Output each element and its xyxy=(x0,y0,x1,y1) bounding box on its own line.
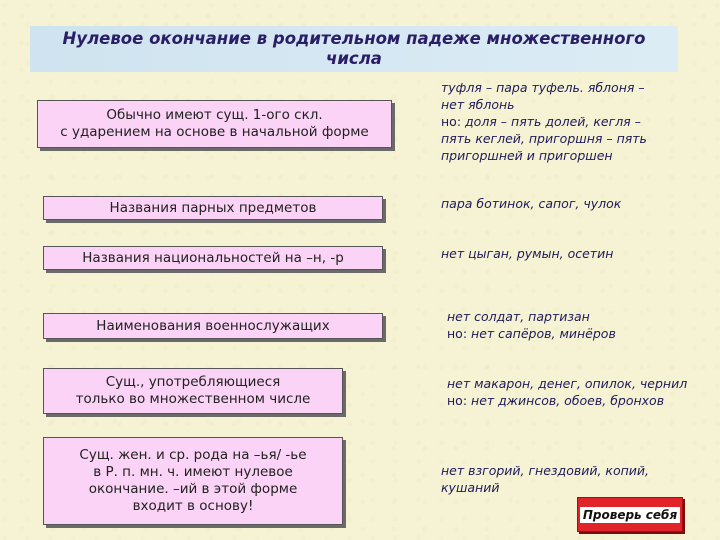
rule-text: Названия парных предметов xyxy=(109,199,317,216)
rule-text: в Р. п. мн. ч. имеют нулевое xyxy=(93,464,293,480)
rule-text: Сущ., употребляющиеся xyxy=(105,374,281,390)
example-text: туфля – пара туфель. яблоня – xyxy=(441,80,645,95)
exception-text: нет джинсов, обоев, бронхов xyxy=(471,393,665,408)
exception-text: пригоршней и пригоршен xyxy=(441,148,613,163)
example-block-2 xyxy=(441,195,701,212)
title-line-2: числа xyxy=(326,49,382,68)
exception-text: нет сапёров, минёров xyxy=(471,326,616,341)
rule-text: Сущ. жен. и ср. рода на –ья/ -ье xyxy=(79,447,307,463)
exception-line xyxy=(447,325,707,342)
example-block-3 xyxy=(441,245,701,262)
rule-text: только во множественном числе xyxy=(75,391,311,407)
example-text: нет цыган, румын, осетин xyxy=(441,246,614,261)
rule-text: окончание. –ий в этой форме xyxy=(88,481,298,497)
example-block-4 xyxy=(447,308,707,342)
rule-box-6 xyxy=(43,437,343,525)
exception-text: пять кеглей, пригоршня – пять xyxy=(441,131,647,146)
example-text: нет макарон, денег, опилок, чернил xyxy=(447,376,688,391)
exception-line xyxy=(441,113,686,130)
rule-text: с ударением на основе в начальной форме xyxy=(60,124,369,140)
example-text: кушаний xyxy=(441,480,500,495)
rule-box-5 xyxy=(43,368,343,414)
rule-text: входит в основу! xyxy=(132,498,254,514)
example-block-5 xyxy=(447,375,715,409)
example-text: нет яблонь xyxy=(441,97,515,112)
rule-text: Названия национальностей на –н, -р xyxy=(82,249,344,266)
example-text: пара ботинок, сапог, чулок xyxy=(441,196,622,211)
check-yourself-button[interactable] xyxy=(577,497,683,532)
rule-box-4 xyxy=(43,313,383,339)
exception-label: но: xyxy=(447,326,468,341)
example-text: нет взгорий, гнездовий, копий, xyxy=(441,463,649,478)
exception-label: но: xyxy=(447,393,468,408)
exception-text: доля – пять долей, кегля – xyxy=(465,114,641,129)
rule-box-3 xyxy=(43,246,383,270)
rule-text: Наименования военнослужащих xyxy=(96,317,330,334)
example-text: нет солдат, партизан xyxy=(447,309,590,324)
rule-box-2 xyxy=(43,196,383,220)
exception-label: но: xyxy=(441,114,462,129)
example-block-6 xyxy=(441,462,709,496)
exception-line xyxy=(447,392,715,409)
page-title xyxy=(30,26,678,72)
example-block-1 xyxy=(441,79,686,164)
rule-box-1 xyxy=(37,100,392,148)
rule-text: Обычно имеют сущ. 1-ого скл. xyxy=(106,107,323,123)
title-line-1: Нулевое окончание в родительном падеже множественного xyxy=(62,29,646,48)
check-yourself-label: Проверь себя xyxy=(580,507,680,523)
